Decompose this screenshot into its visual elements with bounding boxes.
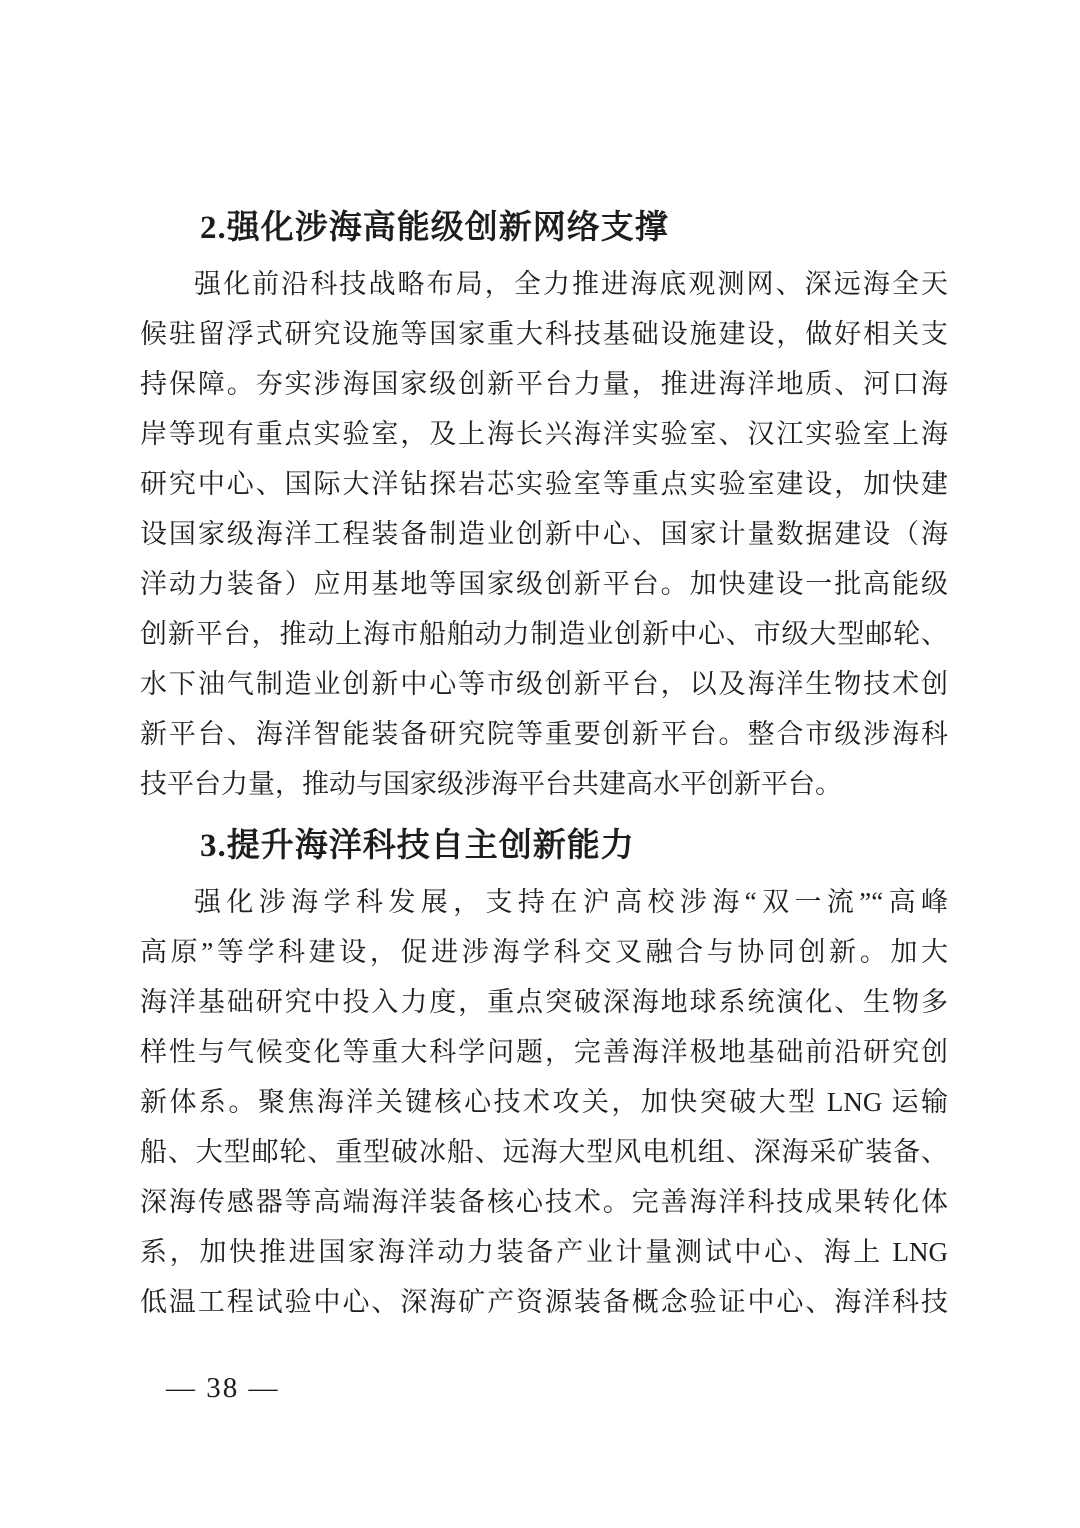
section-heading: 3.提升海洋科技自主创新能力 <box>200 828 635 864</box>
page-number: — 38 — <box>166 1372 280 1404</box>
text-line: 深海传感器等高端海洋装备核心技术。完善海洋科技成果转化体 <box>140 1187 948 1217</box>
document-body <box>140 203 948 1327</box>
text-line: 高原”等学科建设，促进涉海学科交叉融合与协同创新。加大 <box>140 937 948 967</box>
section-heading: 2.强化涉海高能级创新网络支撑 <box>200 210 669 246</box>
text-line: 低温工程试验中心、深海矿产资源装备概念验证中心、海洋科技 <box>140 1287 948 1317</box>
text-line: 新体系。聚焦海洋关键核心技术攻关，加快突破大型 LNG 运输 <box>140 1087 948 1117</box>
text-line: 持保障。夯实涉海国家级创新平台力量，推进海洋地质、河口海 <box>140 369 948 399</box>
text-line: 样性与气候变化等重大科学问题，完善海洋极地基础前沿研究创 <box>140 1037 948 1067</box>
text-line: 船、大型邮轮、重型破冰船、远海大型风电机组、深海采矿装备、 <box>140 1137 948 1167</box>
text-line: 强化前沿科技战略布局，全力推进海底观测网、深远海全天 <box>194 269 948 299</box>
text-line: 系，加快推进国家海洋动力装备产业计量测试中心、海上 LNG <box>140 1237 948 1267</box>
text-line: 海洋基础研究中投入力度，重点突破深海地球系统演化、生物多 <box>140 987 948 1017</box>
text-line: 洋动力装备）应用基地等国家级创新平台。加快建设一批高能级 <box>140 569 948 599</box>
text-line: 研究中心、国际大洋钻探岩芯实验室等重点实验室建设，加快建 <box>140 469 948 499</box>
text-line: 岸等现有重点实验室，及上海长兴海洋实验室、汉江实验室上海 <box>140 419 948 449</box>
text-line: 设国家级海洋工程装备制造业创新中心、国家计量数据建设（海 <box>140 519 948 549</box>
text-line: 新平台、海洋智能装备研究院等重要创新平台。整合市级涉海科 <box>140 719 948 749</box>
text-line: 水下油气制造业创新中心等市级创新平台，以及海洋生物技术创 <box>140 669 948 699</box>
text-line: 候驻留浮式研究设施等国家重大科技基础设施建设，做好相关支 <box>140 319 948 349</box>
text-line: 强化涉海学科发展，支持在沪高校涉海“双一流”“高峰 <box>194 887 948 917</box>
text-line: 创新平台，推动上海市船舶动力制造业创新中心、市级大型邮轮、 <box>140 619 948 649</box>
text-line: 技平台力量，推动与国家级涉海平台共建高水平创新平台。 <box>140 769 842 799</box>
